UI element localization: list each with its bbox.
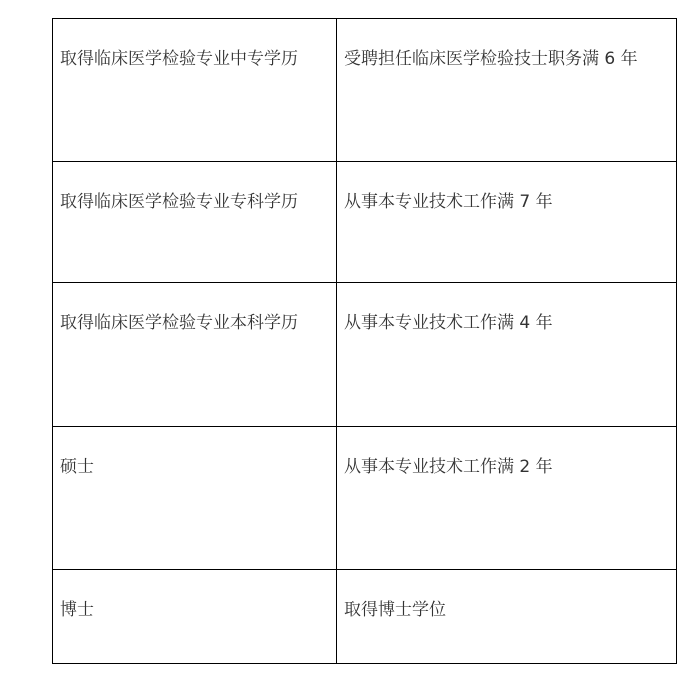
education-cell: 取得临床医学检验专业本科学历 — [53, 283, 337, 427]
requirement-cell: 从事本专业技术工作满 4 年 — [337, 283, 677, 427]
table-row — [53, 570, 677, 664]
qualification-table — [52, 18, 677, 664]
requirement-cell: 从事本专业技术工作满 2 年 — [337, 427, 677, 570]
education-cell: 取得临床医学检验专业中专学历 — [53, 19, 337, 162]
table-row — [53, 283, 677, 427]
table-row — [53, 162, 677, 283]
requirement-cell: 受聘担任临床医学检验技士职务满 6 年 — [337, 19, 677, 162]
table-row — [53, 427, 677, 570]
table-row — [53, 19, 677, 162]
requirement-cell: 从事本专业技术工作满 7 年 — [337, 162, 677, 283]
education-cell: 博士 — [53, 570, 337, 664]
education-cell: 取得临床医学检验专业专科学历 — [53, 162, 337, 283]
education-cell: 硕士 — [53, 427, 337, 570]
requirement-cell: 取得博士学位 — [337, 570, 677, 664]
